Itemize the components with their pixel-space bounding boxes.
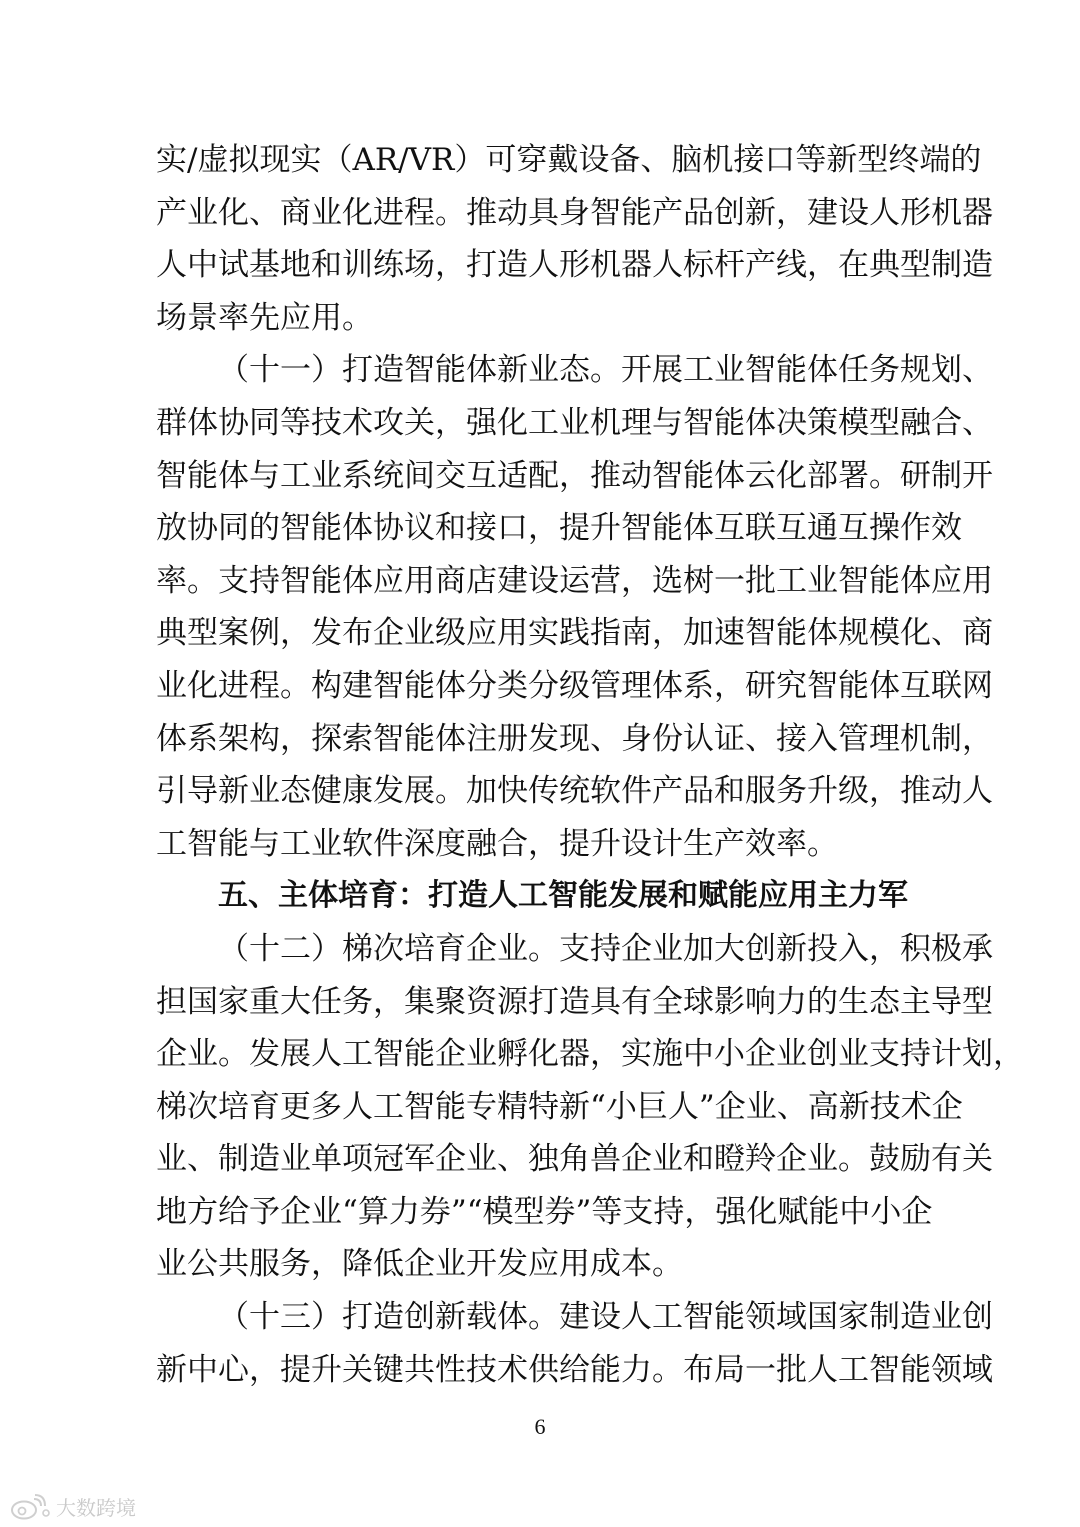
text-line: 地方给予企业“算力券”“模型券”等支持，强化赋能中小企: [156, 1193, 933, 1230]
watermark-text: 大数跨境: [56, 1496, 136, 1520]
watermark: [10, 1492, 136, 1521]
page-number: 6: [534, 1414, 546, 1439]
text-line: 智能体与工业系统间交互适配，推动智能体云化部署。研制开: [156, 457, 993, 494]
text-line: 实/虚拟现实（AR/VR）可穿戴设备、脑机接口等新型终端的: [156, 142, 982, 178]
text-line: （十一）打造智能体新业态。开展工业智能体任务规划、: [218, 352, 993, 389]
document-body: [156, 134, 1024, 1396]
section-heading: 五、主体培育：打造人工智能发展和赋能应用主力军: [218, 878, 908, 914]
text-line: 业、制造业单项冠军企业、独角兽企业和瞪羚企业。鼓励有关: [156, 1141, 993, 1178]
text-line: 业化进程。构建智能体分类分级管理体系，研究智能体互联网: [156, 667, 993, 704]
text-line: 新中心，提升关键共性技术供给能力。布局一批人工智能领域: [156, 1351, 993, 1388]
text-line: 担国家重大任务，集聚资源打造具有全球影响力的生态主导型: [156, 983, 993, 1020]
text-line: 人中试基地和训练场，打造人形机器人标杆产线，在典型制造: [156, 247, 993, 284]
text-line: 典型案例，发布企业级应用实践指南，加速智能体规模化、商: [156, 615, 993, 652]
text-line: 场景率先应用。: [156, 299, 373, 336]
text-line: （十二）梯次培育企业。支持企业加大创新投入，积极承: [218, 930, 993, 967]
text-line: 产业化、商业化进程。推动具身智能产品创新，建设人形机器: [156, 194, 993, 231]
text-line: 体系架构，探索智能体注册发现、身份认证、接入管理机制，: [156, 720, 993, 757]
text-line: 梯次培育更多人工智能专精特新“小巨人”企业、高新技术企: [156, 1088, 963, 1125]
text-line: 群体协同等技术攻关，强化工业机理与智能体决策模型融合、: [156, 404, 993, 441]
text-line: 工智能与工业软件深度融合，提升设计生产效率。: [156, 825, 838, 862]
text-line: （十三）打造创新载体。建设人工智能领域国家制造业创: [218, 1299, 993, 1336]
text-line: 业公共服务，降低企业开发应用成本。: [156, 1246, 683, 1283]
text-line: 放协同的智能体协议和接口，提升智能体互联互通互操作效: [156, 510, 962, 547]
text-line: 企业。发展人工智能企业孵化器，实施中小企业创业支持计划，: [156, 1036, 1024, 1073]
weibo-icon: [10, 1493, 52, 1521]
text-line: 率。支持智能体应用商店建设运营，选树一批工业智能体应用: [156, 562, 993, 599]
text-line: 引导新业态健康发展。加快传统软件产品和服务升级，推动人: [156, 773, 993, 810]
